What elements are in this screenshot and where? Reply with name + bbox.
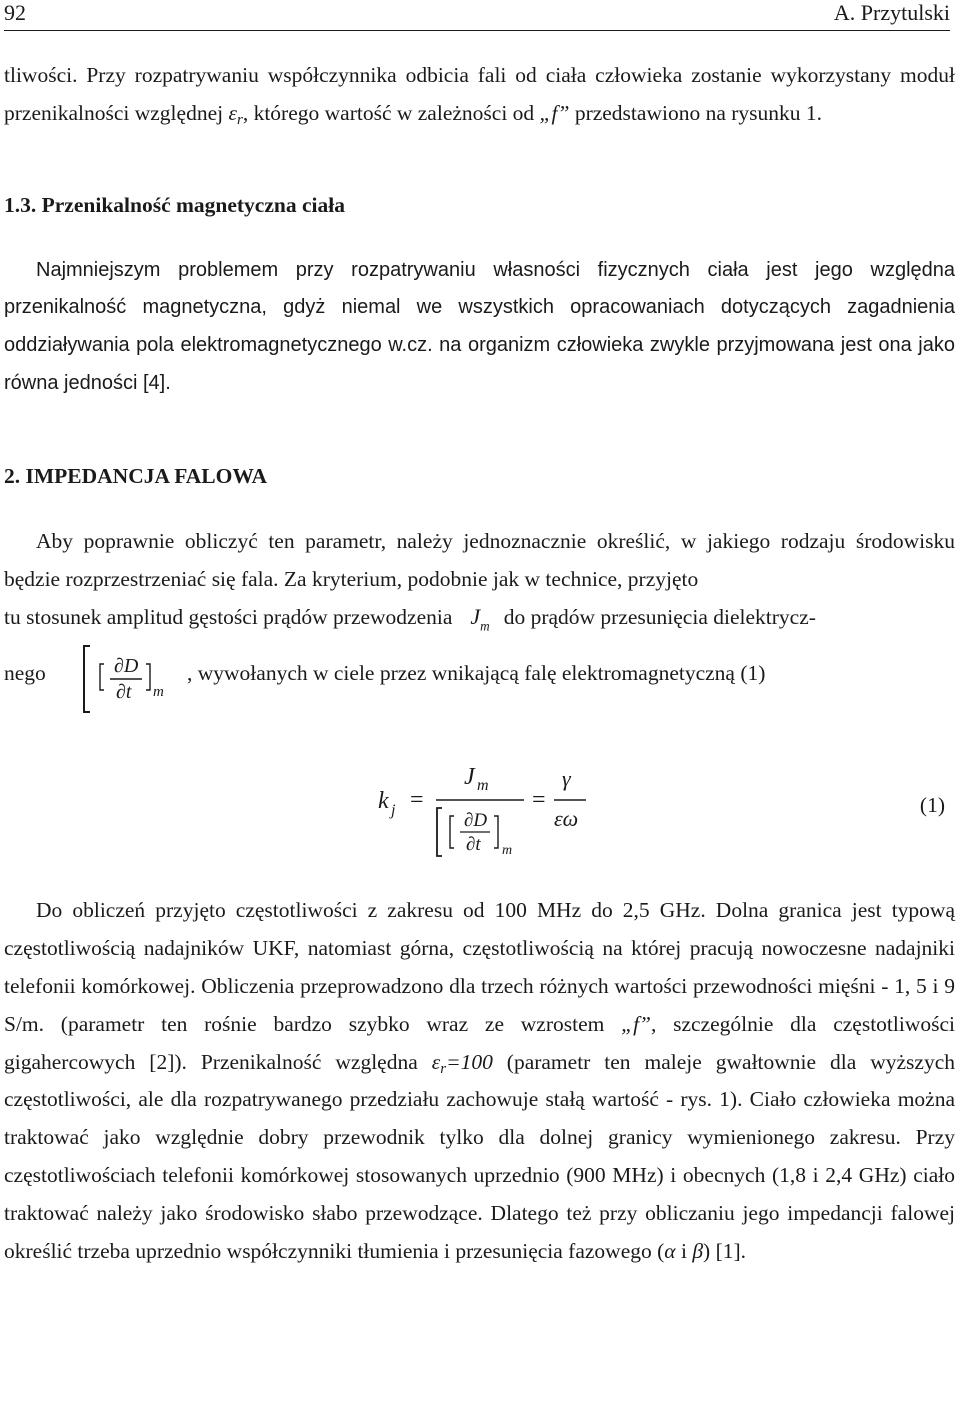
eq-den2: εω [554,806,579,832]
section-2-paragraph-line2 [4,598,955,636]
section-heading-1-3: 1.3. Przenikalność magnetyczna ciała [4,192,345,217]
section-2-paragraph-2 [4,892,955,1270]
inline-displacement-current-formula [80,638,180,718]
page-number: 92 [4,0,26,25]
line2-text-a: tu stosunek amplitud gęstości prądów przewodzenia [4,605,453,630]
running-author: A. Przytulski [833,0,950,25]
f-symbol: „f” [539,100,570,125]
par2-text-1: Do obliczeń przyjęto częstotliwości z zakresu od 100 MHz do 2,5 GHz. Dolna granica jest typową częstotliwością nadajników UKF, natomiast górna, częstotliwością na której pracują nowoczesne nadajniki telefonii komórkowej. Obliczenia przeprowadzono dla trzech różnych wartości przewodności mięśni - 1, 5 i 9 S/m. (parametr ten rośnie bardzo szybko wraz ze wzrostem [4,898,955,1036]
intro-text-b: , którego wartość w zależności od [242,100,540,125]
nego-rest-text: , wywołanych w ciele przez wnikającą falę elektromagnetyczną (1) [187,661,766,686]
par2-text-4: i [675,1238,693,1263]
beta-symbol: β [692,1238,704,1263]
alpha-symbol: α [664,1238,676,1263]
nego-line [4,638,955,718]
eq-num1: J [464,764,475,791]
inline-formula-denominator: ∂t [116,681,132,704]
intro-text-a: tliwości. Przy rozpatrywaniu współczynnika odbicia fali od ciała człowieka zostanie wykorzystany moduł przenikalności względnej [4,63,955,125]
par2-text-5: ) [1]. [703,1238,747,1263]
page-content [4,57,955,1270]
section-heading-2: 2. IMPEDANCJA FALOWA [4,463,267,488]
eq-num1-sub: m [477,777,489,795]
equation-1-formula [376,750,596,862]
par2-text-3: (parametr ten maleje gwałtownie dla wyższych częstotliwości, ale dla rozpatrywanego przedziału zachowuje stałą wartość - rys. 1). Ciało człowieka można traktować jako względnie dobry przewodnik tylko dla dolnej granicy wymienionego zakresu. Przy częstotliwościach telefonii komórkowej stosowanych uprzednio (900 MHz) i obecnych (1,8 i 2,4 GHz) ciało traktować należy jako środowisko słabo przewodzące. Dlatego też przy obliczaniu jego impedancji falowej określić trzeba uprzednio współczynniki tłumienia i przesunięcia fazowego ( [4,1049,955,1263]
equation-1 [4,746,955,866]
page-header [4,0,950,31]
eq-sign-2: = [532,787,546,814]
inline-formula-subscript: m [153,684,164,701]
eq-den1-sub: m [502,843,513,859]
par2-f-symbol: „f” [621,1011,651,1036]
section-1-3-paragraph: Najmniejszym problemem przy rozpatrywaniu własności fizycznych ciała jest jego względna przenikalność magnetyczna, gdyż niemal we wszystkich opracowaniach dotyczących zagadnienia oddziaływania pola elektromagnetycznego w.cz. na organizm człowieka zwykle przyjmowana jest ona jako równa jedności [4]. [4,258,955,394]
jm-symbol: $J_m$ [470,604,490,634]
line2-text-b: do prądów przesunięcia dielektrycz- [503,605,816,630]
inline-formula-numerator: ∂D [114,655,139,678]
nego-label: nego [4,661,46,686]
eq-den1-num: ∂D [464,810,488,832]
eq-lhs: k [378,788,389,815]
equation-number: (1) [919,793,945,818]
intro-text-c: przedstawiono na rysunku 1. [569,100,823,125]
eq-den1-den: ∂t [466,834,481,856]
eq-num2: γ [562,766,571,792]
par2-epsilon-r: $\varepsilon_r=100$ [431,1049,493,1077]
eq-lhs-sub: j [391,802,396,820]
par2-text-2: , szczególnie dla częstotliwości gigahercowych [2]). Przenikalność względna [4,1011,956,1074]
epsilon-r-symbol: $\varepsilon_r$ [228,100,243,128]
eq-sign-1: = [410,787,424,814]
section-2-paragraph-line1: Aby poprawnie obliczyć ten parametr, należy jednoznacznie określić, w jakiego rodzaju środowisku będzie rozprzestrzeniać się fala. Za kryterium, podobnie jak w technice, przyjęto [4,528,955,591]
intro-paragraph [4,57,955,133]
